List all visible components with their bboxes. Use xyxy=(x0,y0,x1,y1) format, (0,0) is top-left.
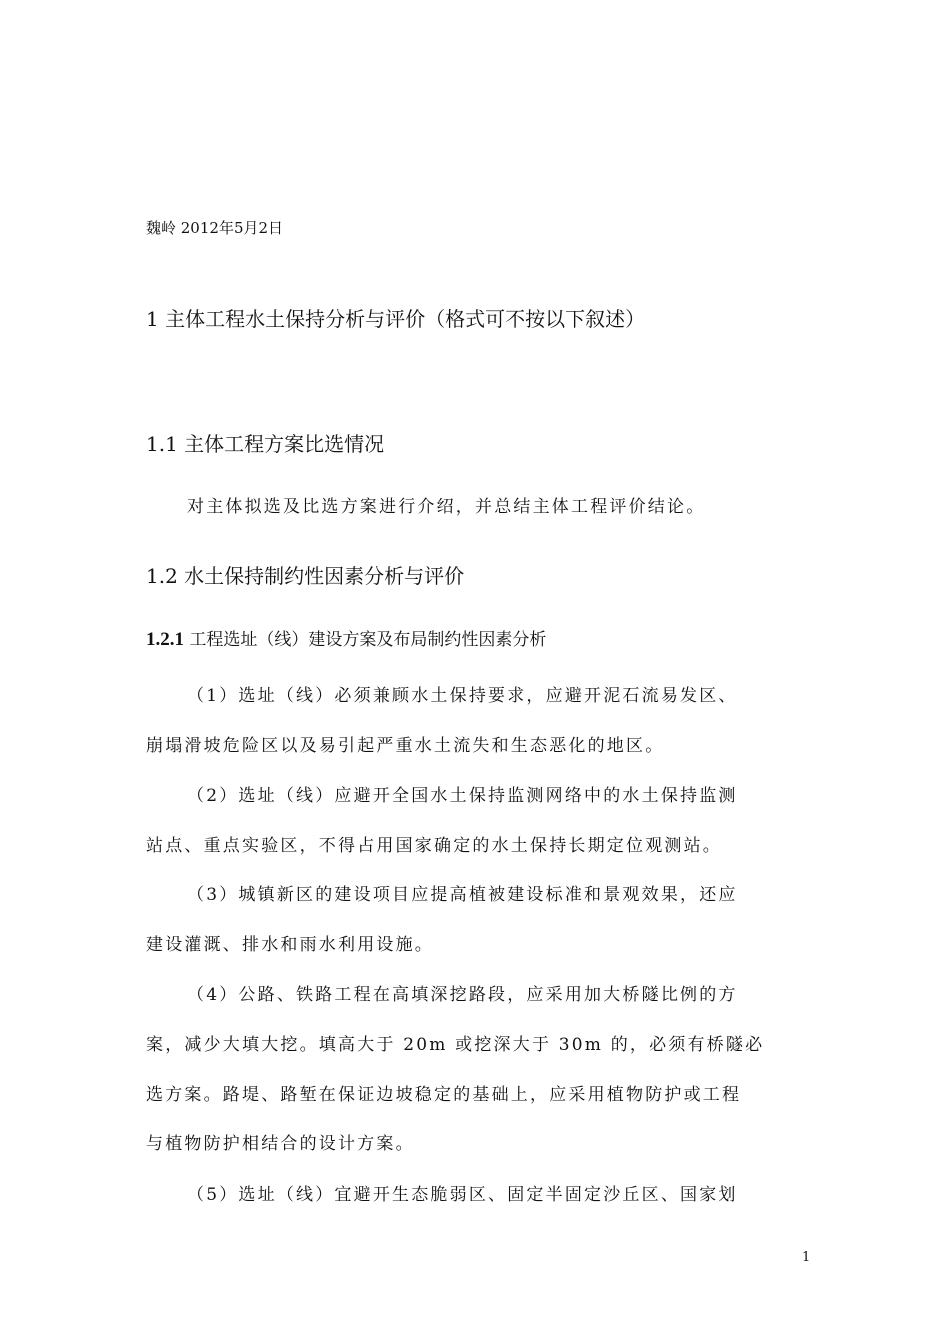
body-line: 与植物防护相结合的设计方案。 xyxy=(146,1134,415,1154)
chapter-heading: 1 主体工程水土保持分析与评价（格式可不按以下叙述） xyxy=(146,307,646,331)
body-line: （4）公路、铁路工程在高填深挖路段，应采用加大桥隧比例的方 xyxy=(187,985,738,1005)
body-line: 选方案。路堤、路堑在保证边坡稳定的基础上，应采用植物防护或工程 xyxy=(146,1085,742,1105)
section-1-1-heading: 1.1 主体工程方案比选情况 xyxy=(146,432,385,456)
body-line: （1）选址（线）必须兼顾水土保持要求，应避开泥石流易发区、 xyxy=(187,686,738,706)
body-line: 崩塌滑坡危险区以及易引起严重水土流失和生态恶化的地区。 xyxy=(146,736,665,756)
body-line: （3）城镇新区的建设项目应提高植被建设标准和景观效果，还应 xyxy=(187,885,738,905)
page-number: 1 xyxy=(802,1250,811,1265)
section-1-2-1-title: 工程选址（线）建设方案及布局制约性因素分析 xyxy=(184,630,547,650)
body-line: 案，减少大填大挖。填高大于 20m 或挖深大于 30m 的，必须有桥隧必 xyxy=(146,1035,765,1055)
body-line: 建设灌溉、排水和雨水利用设施。 xyxy=(146,935,434,955)
section-1-2-1-number: 1.2.1 xyxy=(146,629,184,650)
section-1-2-1-heading xyxy=(146,625,546,655)
section-1-2-heading: 1.2 水土保持制约性因素分析与评价 xyxy=(146,564,465,588)
body-line: （2）选址（线）应避开全国水土保持监测网络中的水土保持监测 xyxy=(187,786,738,806)
body-line: 站点、重点实验区，不得占用国家确定的水土保持长期定位观测站。 xyxy=(146,836,722,856)
author-date-line: 魏岭 2012年5月2日 xyxy=(146,219,284,237)
section-1-1-text: 对主体拟选及比选方案进行介绍，并总结主体工程评价结论。 xyxy=(187,497,706,517)
body-line: （5）选址（线）宜避开生态脆弱区、固定半固定沙丘区、国家划 xyxy=(187,1185,738,1205)
